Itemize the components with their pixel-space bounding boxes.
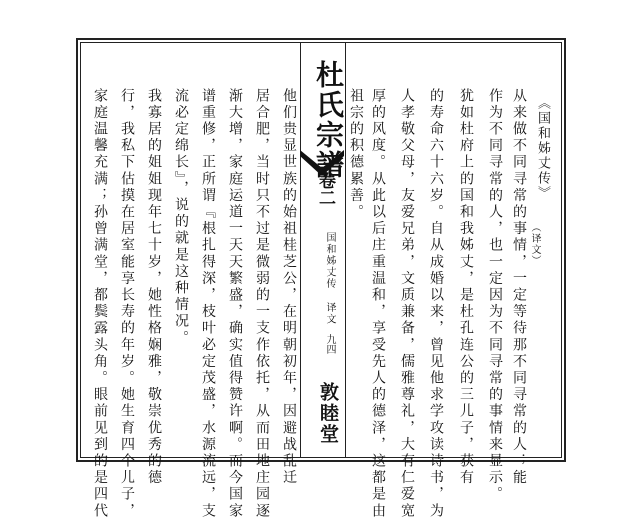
right-column-4: 的寿命六十六岁。自从成婚以来，曾见他求学攻读诗书，为 [428, 88, 444, 520]
left-column-2: 居合肥，当时只不过是微弱的一支作依托，从而田地庄园逐 [254, 88, 270, 520]
left-column-3: 渐大增，家庭运道一天天繁盛，确实值得赞许啊。而今国家 [227, 88, 243, 520]
right-column-5: 人孝敬父母，友爱兄弟，文质兼备，儒雅尊礼，大有仁爱宽 [399, 88, 415, 520]
book-title: 杜氏宗譜 [312, 60, 345, 180]
right-column-7: 祖宗的积德累善。 [348, 88, 364, 221]
story-title: 《国和姊丈传》 [535, 96, 550, 201]
spine-left-line [300, 42, 301, 458]
left-column-7: 行，我私下估摸在居室能享长寿的年岁。她生育四个儿子， [119, 88, 135, 520]
right-column-6: 厚的风度。从此以后庄重温和，享受先人的德泽，这都是由 [370, 88, 386, 520]
left-column-1: 他们贵显世族的始祖桂芝公，在明朝初年，因避战乱迁 [281, 88, 297, 487]
volume-label: 卷二 [315, 172, 335, 206]
section-label: 国和姊丈传 译文 [324, 232, 335, 325]
right-column-1: 从来做不同寻常的事情，一定等待那不同寻常的人；能 [511, 88, 527, 487]
left-column-8: 家庭温馨充满；孙曾满堂，都鬓露头角。眼前见到的是四代 [92, 88, 108, 520]
right-column-3: 犹如杜府上的国和我姊丈，是杜孔连公的三儿子，获有 [458, 88, 474, 487]
translation-tag: （译文） [529, 222, 540, 266]
page-number: 九四 [324, 334, 335, 354]
left-column-6: 我寡居的姐姐现年七十岁，她性格娴雅，敬崇优秀的德 [146, 88, 162, 487]
left-column-5: 流必定绵长』，说的就是这种情况。 [173, 88, 189, 347]
right-column-2: 作为不同寻常的人，也一定因为不同寻常的事情来显示。 [487, 88, 503, 503]
hall-name: 敦睦堂 [317, 382, 339, 445]
left-column-4: 谱重修，正所谓『根扎得深，枝叶必定茂盛，水源流远，支 [200, 88, 216, 520]
